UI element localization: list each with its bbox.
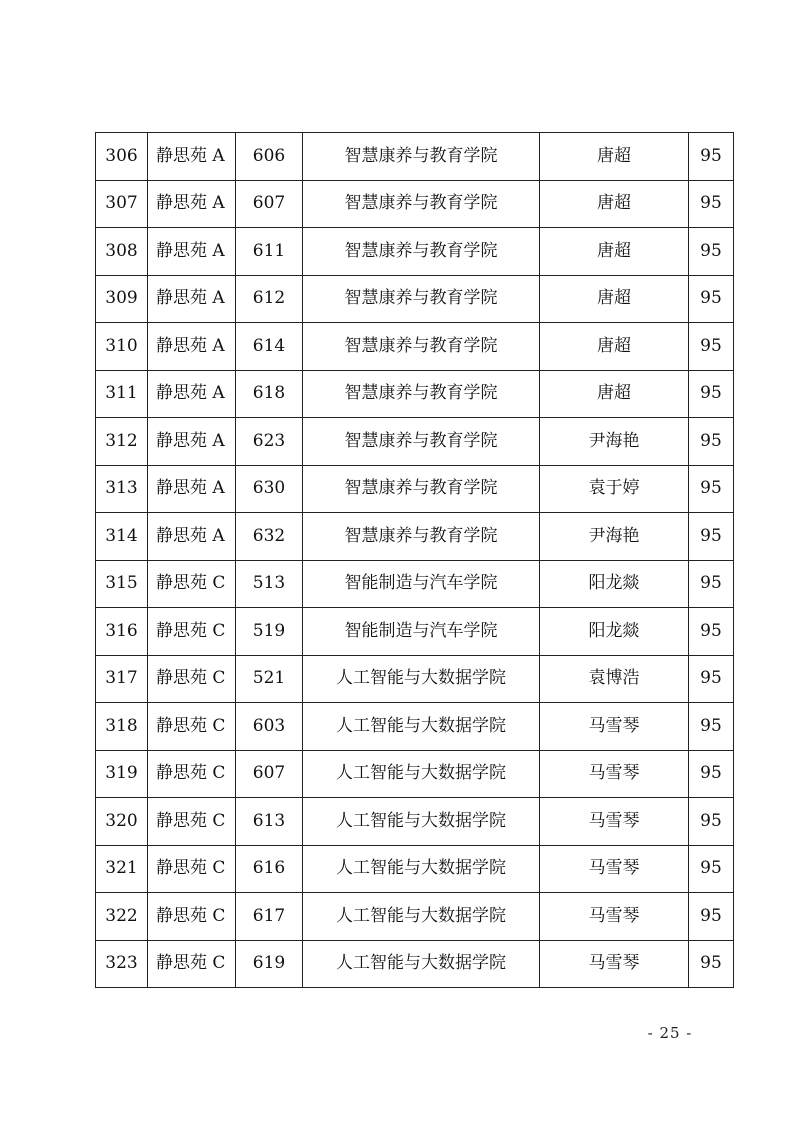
cell-building: 静思苑 A — [148, 370, 236, 418]
table-row — [96, 750, 734, 798]
cell-number: 306 — [96, 133, 148, 181]
cell-number: 308 — [96, 228, 148, 276]
cell-score: 95 — [689, 940, 734, 988]
cell-college: 智慧康养与教育学院 — [303, 465, 540, 513]
table-row — [96, 893, 734, 941]
cell-score: 95 — [689, 560, 734, 608]
cell-college: 智慧康养与教育学院 — [303, 133, 540, 181]
cell-score: 95 — [689, 703, 734, 751]
table-row — [96, 323, 734, 371]
cell-room: 623 — [236, 418, 303, 466]
table-row — [96, 418, 734, 466]
table-row — [96, 133, 734, 181]
cell-person: 唐超 — [540, 370, 689, 418]
cell-room: 612 — [236, 275, 303, 323]
cell-college: 智慧康养与教育学院 — [303, 513, 540, 561]
cell-building: 静思苑 C — [148, 940, 236, 988]
cell-college: 智慧康养与教育学院 — [303, 323, 540, 371]
cell-college: 人工智能与大数据学院 — [303, 750, 540, 798]
cell-person: 马雪琴 — [540, 845, 689, 893]
cell-college: 人工智能与大数据学院 — [303, 798, 540, 846]
cell-building: 静思苑 A — [148, 465, 236, 513]
cell-score: 95 — [689, 228, 734, 276]
cell-room: 606 — [236, 133, 303, 181]
cell-person: 袁博浩 — [540, 655, 689, 703]
cell-number: 323 — [96, 940, 148, 988]
cell-room: 607 — [236, 750, 303, 798]
cell-person: 尹海艳 — [540, 418, 689, 466]
cell-building: 静思苑 A — [148, 228, 236, 276]
cell-number: 314 — [96, 513, 148, 561]
cell-building: 静思苑 C — [148, 703, 236, 751]
cell-score: 95 — [689, 893, 734, 941]
table-row — [96, 275, 734, 323]
cell-college: 智慧康养与教育学院 — [303, 418, 540, 466]
cell-score: 95 — [689, 418, 734, 466]
cell-building: 静思苑 C — [148, 845, 236, 893]
cell-number: 320 — [96, 798, 148, 846]
table-row — [96, 228, 734, 276]
cell-number: 311 — [96, 370, 148, 418]
table-row — [96, 560, 734, 608]
cell-college: 智慧康养与教育学院 — [303, 370, 540, 418]
cell-person: 唐超 — [540, 228, 689, 276]
cell-building: 静思苑 A — [148, 323, 236, 371]
cell-person: 唐超 — [540, 180, 689, 228]
table-row — [96, 845, 734, 893]
cell-person: 唐超 — [540, 275, 689, 323]
cell-building: 静思苑 C — [148, 560, 236, 608]
cell-person: 唐超 — [540, 323, 689, 371]
cell-score: 95 — [689, 323, 734, 371]
cell-score: 95 — [689, 465, 734, 513]
cell-score: 95 — [689, 370, 734, 418]
cell-room: 607 — [236, 180, 303, 228]
cell-person: 马雪琴 — [540, 798, 689, 846]
cell-college: 人工智能与大数据学院 — [303, 893, 540, 941]
cell-room: 619 — [236, 940, 303, 988]
cell-room: 513 — [236, 560, 303, 608]
cell-person: 尹海艳 — [540, 513, 689, 561]
cell-number: 312 — [96, 418, 148, 466]
cell-number: 318 — [96, 703, 148, 751]
cell-college: 智慧康养与教育学院 — [303, 180, 540, 228]
cell-number: 307 — [96, 180, 148, 228]
table-body — [96, 133, 734, 988]
cell-person: 唐超 — [540, 133, 689, 181]
dormitory-score-table — [95, 132, 734, 988]
cell-building: 静思苑 A — [148, 133, 236, 181]
cell-room: 613 — [236, 798, 303, 846]
cell-building: 静思苑 C — [148, 750, 236, 798]
cell-score: 95 — [689, 608, 734, 656]
cell-college: 人工智能与大数据学院 — [303, 703, 540, 751]
cell-college: 智慧康养与教育学院 — [303, 228, 540, 276]
cell-building: 静思苑 A — [148, 180, 236, 228]
cell-number: 313 — [96, 465, 148, 513]
cell-college: 人工智能与大数据学院 — [303, 940, 540, 988]
cell-building: 静思苑 A — [148, 418, 236, 466]
cell-room: 603 — [236, 703, 303, 751]
cell-person: 马雪琴 — [540, 703, 689, 751]
cell-college: 智慧康养与教育学院 — [303, 275, 540, 323]
cell-number: 315 — [96, 560, 148, 608]
cell-college: 人工智能与大数据学院 — [303, 845, 540, 893]
cell-building: 静思苑 A — [148, 513, 236, 561]
table-row — [96, 798, 734, 846]
table-row — [96, 608, 734, 656]
table-row — [96, 370, 734, 418]
cell-room: 521 — [236, 655, 303, 703]
cell-score: 95 — [689, 133, 734, 181]
table-row — [96, 180, 734, 228]
cell-score: 95 — [689, 275, 734, 323]
cell-person: 马雪琴 — [540, 750, 689, 798]
table-row — [96, 655, 734, 703]
cell-score: 95 — [689, 798, 734, 846]
cell-score: 95 — [689, 655, 734, 703]
cell-room: 617 — [236, 893, 303, 941]
cell-person: 阳龙燚 — [540, 560, 689, 608]
cell-college: 智能制造与汽车学院 — [303, 608, 540, 656]
cell-building: 静思苑 A — [148, 275, 236, 323]
cell-number: 310 — [96, 323, 148, 371]
cell-room: 614 — [236, 323, 303, 371]
cell-person: 袁于婷 — [540, 465, 689, 513]
cell-room: 632 — [236, 513, 303, 561]
table-row — [96, 703, 734, 751]
cell-building: 静思苑 C — [148, 798, 236, 846]
cell-score: 95 — [689, 750, 734, 798]
cell-room: 519 — [236, 608, 303, 656]
cell-number: 322 — [96, 893, 148, 941]
cell-number: 309 — [96, 275, 148, 323]
cell-room: 618 — [236, 370, 303, 418]
cell-number: 317 — [96, 655, 148, 703]
cell-room: 611 — [236, 228, 303, 276]
cell-person: 马雪琴 — [540, 893, 689, 941]
cell-college: 智能制造与汽车学院 — [303, 560, 540, 608]
cell-room: 616 — [236, 845, 303, 893]
table-row — [96, 513, 734, 561]
cell-score: 95 — [689, 513, 734, 561]
page-number: - 25 - — [647, 1024, 693, 1042]
cell-building: 静思苑 C — [148, 608, 236, 656]
cell-number: 316 — [96, 608, 148, 656]
cell-college: 人工智能与大数据学院 — [303, 655, 540, 703]
cell-score: 95 — [689, 845, 734, 893]
cell-number: 319 — [96, 750, 148, 798]
cell-building: 静思苑 C — [148, 893, 236, 941]
cell-score: 95 — [689, 180, 734, 228]
table-row — [96, 465, 734, 513]
cell-person: 阳龙燚 — [540, 608, 689, 656]
cell-room: 630 — [236, 465, 303, 513]
cell-person: 马雪琴 — [540, 940, 689, 988]
cell-building: 静思苑 C — [148, 655, 236, 703]
table-row — [96, 940, 734, 988]
cell-number: 321 — [96, 845, 148, 893]
